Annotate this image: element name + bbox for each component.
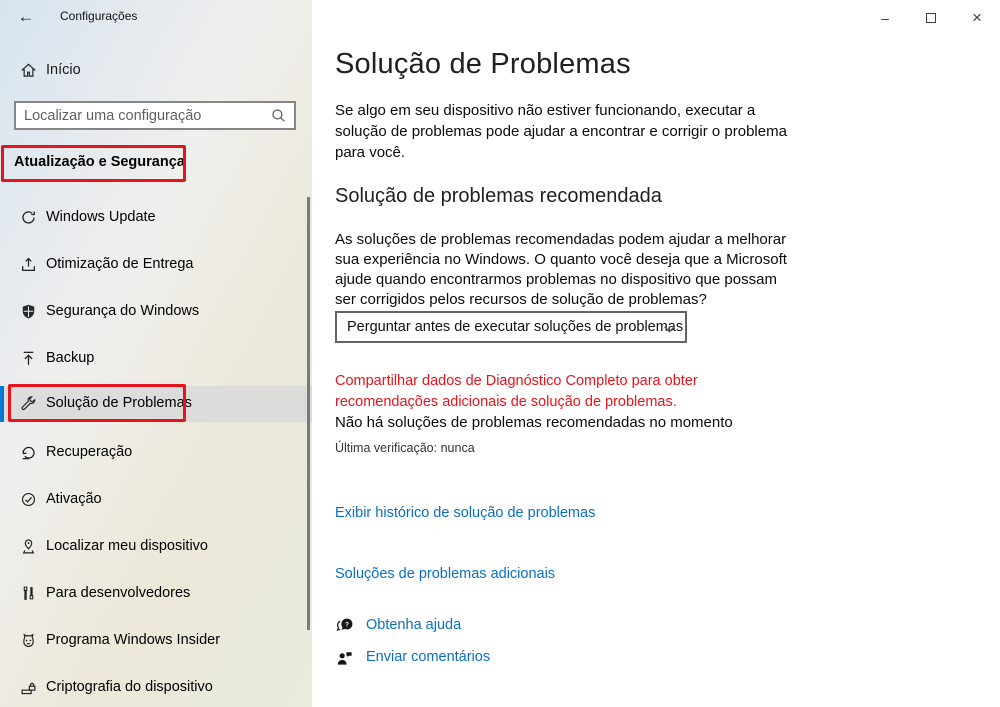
- activation-icon: [20, 491, 37, 508]
- sidebar-item-windows-update[interactable]: [0, 200, 312, 236]
- sidebar-item-label: Início: [46, 62, 81, 78]
- recommended-troubleshooting-dropdown[interactable]: [335, 311, 687, 343]
- sidebar-item-label: Recuperação: [46, 444, 133, 460]
- maximize-button[interactable]: [908, 0, 954, 36]
- last-check-label: Última verificação: nunca: [335, 441, 475, 455]
- delivery-icon: [20, 256, 37, 273]
- additional-troubleshooters-link[interactable]: Soluções de problemas adicionais: [335, 566, 556, 582]
- main-pane: [312, 0, 1000, 707]
- locate-icon: [20, 538, 37, 555]
- sidebar-item-find-my-device[interactable]: [0, 529, 312, 565]
- selected-accent-bar: [0, 386, 4, 422]
- window-title: Configurações: [60, 9, 138, 23]
- backup-icon: [20, 350, 37, 367]
- intro-text: Se algo em seu dispositivo não estiver funcionando, executar a solução de problemas pode ajudar a encontrar e corrigir o problema para você.: [335, 102, 787, 161]
- sidebar-item-troubleshoot[interactable]: [0, 386, 312, 422]
- chevron-down-icon: [663, 323, 676, 336]
- no-recommendations-status: Não há soluções de problemas recomendadas no momento: [335, 414, 733, 431]
- sidebar-scrollbar[interactable]: [307, 197, 310, 630]
- home-icon: [20, 62, 37, 79]
- shield-icon: [20, 303, 37, 320]
- section-title: Solução de problemas recomendada: [335, 185, 662, 207]
- sidebar-item-label: Para desenvolvedores: [46, 585, 191, 601]
- send-feedback-link[interactable]: Enviar comentários: [366, 649, 491, 665]
- sidebar: [0, 0, 312, 707]
- sidebar-item-label: Solução de Problemas: [46, 395, 192, 411]
- sidebar-item-windows-security[interactable]: [0, 294, 312, 330]
- sync-icon: [20, 209, 37, 226]
- sidebar-item-windows-insider[interactable]: [0, 623, 312, 659]
- recovery-icon: [20, 444, 37, 461]
- page-title: Solução de Problemas: [335, 48, 631, 80]
- close-button[interactable]: ×: [972, 8, 982, 27]
- category-title: Atualização e Segurança: [14, 154, 185, 170]
- get-help-icon: [335, 616, 355, 636]
- sidebar-item-activation[interactable]: [0, 482, 312, 518]
- section-description: As soluções de problemas recomendadas podem ajudar a melhorar sua experiência no Windows. O quanto você deseja que a Microsoft ajude quando encontrarmos problemas no dispositivo que possam ser corrigidos pelos recursos de solução de problemas?: [335, 231, 787, 308]
- sidebar-item-label: Programa Windows Insider: [46, 632, 221, 648]
- sidebar-item-backup[interactable]: [0, 341, 312, 377]
- sidebar-item-label: Criptografia do dispositivo: [46, 679, 213, 695]
- sidebar-item-label: Otimização de Entrega: [46, 256, 194, 272]
- sidebar-item-label: Localizar meu dispositivo: [46, 538, 208, 554]
- sidebar-item-device-encryption[interactable]: [0, 670, 312, 706]
- diagnostic-data-warning-link[interactable]: Compartilhar dados de Diagnóstico Completo para obter recomendações adicionais de solução de problemas.: [335, 373, 698, 410]
- get-help-link[interactable]: Obtenha ajuda: [366, 617, 462, 633]
- developer-icon: [20, 585, 37, 602]
- encryption-icon: [20, 679, 37, 696]
- sidebar-item-label: Windows Update: [46, 209, 156, 225]
- window-controls: [862, 0, 1000, 36]
- sidebar-item-home[interactable]: [0, 54, 312, 88]
- sidebar-item-recovery[interactable]: [0, 435, 312, 471]
- dropdown-selected-value: Perguntar antes de executar soluções de problemas: [347, 319, 684, 335]
- sidebar-item-label: Segurança do Windows: [46, 303, 200, 319]
- wrench-icon: [20, 395, 37, 412]
- send-feedback-icon: [335, 648, 355, 668]
- search-icon[interactable]: [270, 107, 287, 124]
- svg-text:?: ?: [344, 621, 350, 629]
- back-button[interactable]: ←: [17, 7, 35, 26]
- minimize-button[interactable]: –: [881, 10, 889, 26]
- sidebar-item-for-developers[interactable]: [0, 576, 312, 612]
- view-history-link[interactable]: Exibir histórico de solução de problemas: [335, 505, 596, 521]
- insider-icon: [20, 632, 37, 649]
- sidebar-item-label: Backup: [46, 350, 95, 366]
- sidebar-item-delivery-optimization[interactable]: [0, 247, 312, 283]
- search-input[interactable]: [24, 103, 264, 128]
- sidebar-item-label: Ativação: [46, 491, 102, 507]
- search-box: [14, 101, 296, 130]
- maximize-icon: [926, 13, 936, 23]
